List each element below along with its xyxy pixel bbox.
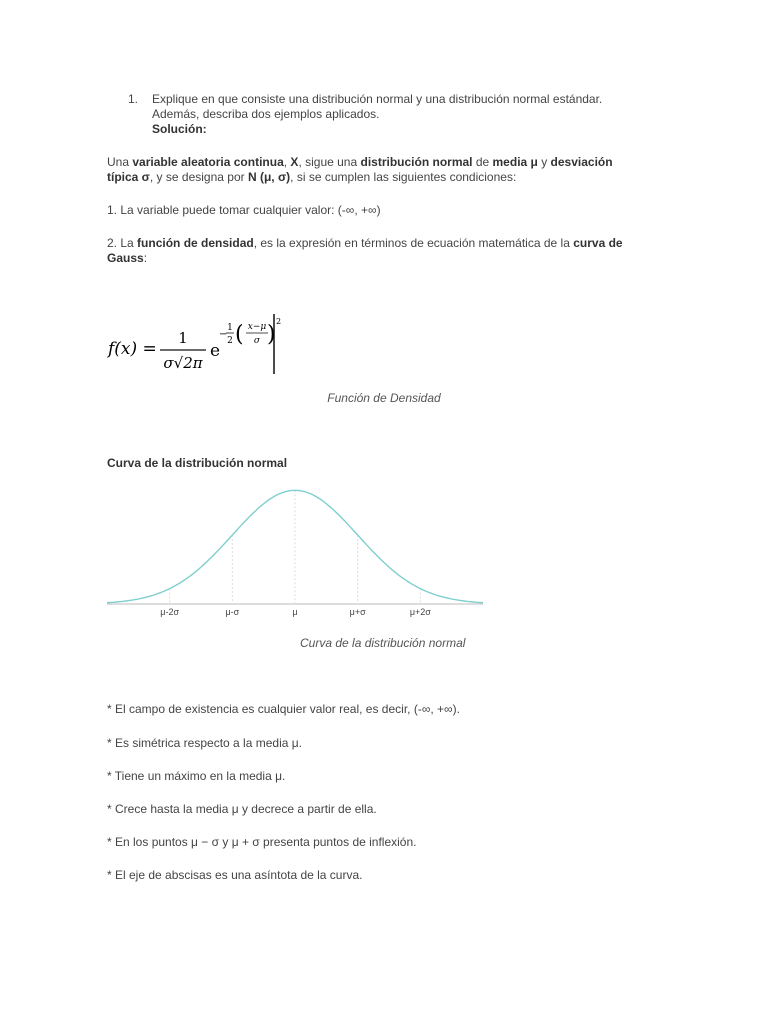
x-tick-label: μ+2σ <box>409 607 431 617</box>
property-5: * En los puntos μ − σ y μ + σ presenta puntos de inflexión. <box>107 835 417 849</box>
curve-caption: Curva de la distribución normal <box>300 636 466 650</box>
question-line-1: Explique en que consiste una distribución normal y una distribución normal estándar. <box>152 92 603 106</box>
question-number: 1. <box>128 92 139 106</box>
x-tick-label: μ-σ <box>225 607 240 617</box>
formula-exp-close-paren: ) <box>267 322 276 347</box>
formula-caption-row <box>0 391 768 405</box>
curve-title: Curva de la distribución normal <box>107 456 288 470</box>
formula-exp-den: 2 <box>227 336 233 346</box>
condition-1: 1. La variable puede tomar cualquier valor: (-∞, +∞) <box>107 203 381 217</box>
intro-line-2: típica σ, y se designa por N (μ, σ), si se cumplen las siguientes condiciones: <box>107 170 517 184</box>
formula-exp-inner-num: x−μ <box>247 322 267 332</box>
property-1: * El campo de existencia es cualquier valor real, es decir, (-∞, +∞). <box>107 702 460 716</box>
formula-caption: Función de Densidad <box>327 391 441 405</box>
formula-numerator: 1 <box>178 329 188 347</box>
formula-lhs: f(x) = <box>108 339 157 359</box>
density-formula <box>100 310 290 380</box>
formula-exp-power: 2 <box>276 317 282 326</box>
x-tick-label: μ <box>292 607 298 617</box>
formula-base-e: e <box>210 341 221 361</box>
formula-denominator: σ√2π <box>163 354 203 372</box>
x-tick-label: μ-2σ <box>160 607 180 617</box>
formula-exp-sign: − <box>219 329 228 340</box>
condition-2-line-1: 2. La función de densidad, es la expresión en términos de ecuación matemática de la curva de <box>107 236 623 250</box>
condition-2-line-2: Gauss: <box>107 251 148 265</box>
x-tick-label: μ+σ <box>349 607 366 617</box>
formula-exp-open-paren: ( <box>235 322 244 347</box>
property-6: * El eje de abscisas es una asíntota de la curva. <box>107 868 363 882</box>
intro-line-1: Una variable aleatoria continua, X, sigue una distribución normal de media μ y desviación <box>107 155 613 169</box>
normal-curve-chart <box>105 482 485 622</box>
property-4: * Crece hasta la media μ y decrece a partir de ella. <box>107 802 377 816</box>
question-line-2: Además, describa dos ejemplos aplicados. <box>152 107 380 121</box>
formula-exp-num: 1 <box>227 323 233 333</box>
property-3: * Tiene un máximo en la media μ. <box>107 769 286 783</box>
property-2: * Es simétrica respecto a la media μ. <box>107 736 302 750</box>
solution-label: Solución: <box>152 122 207 136</box>
formula-exp-inner-den: σ <box>253 336 261 346</box>
